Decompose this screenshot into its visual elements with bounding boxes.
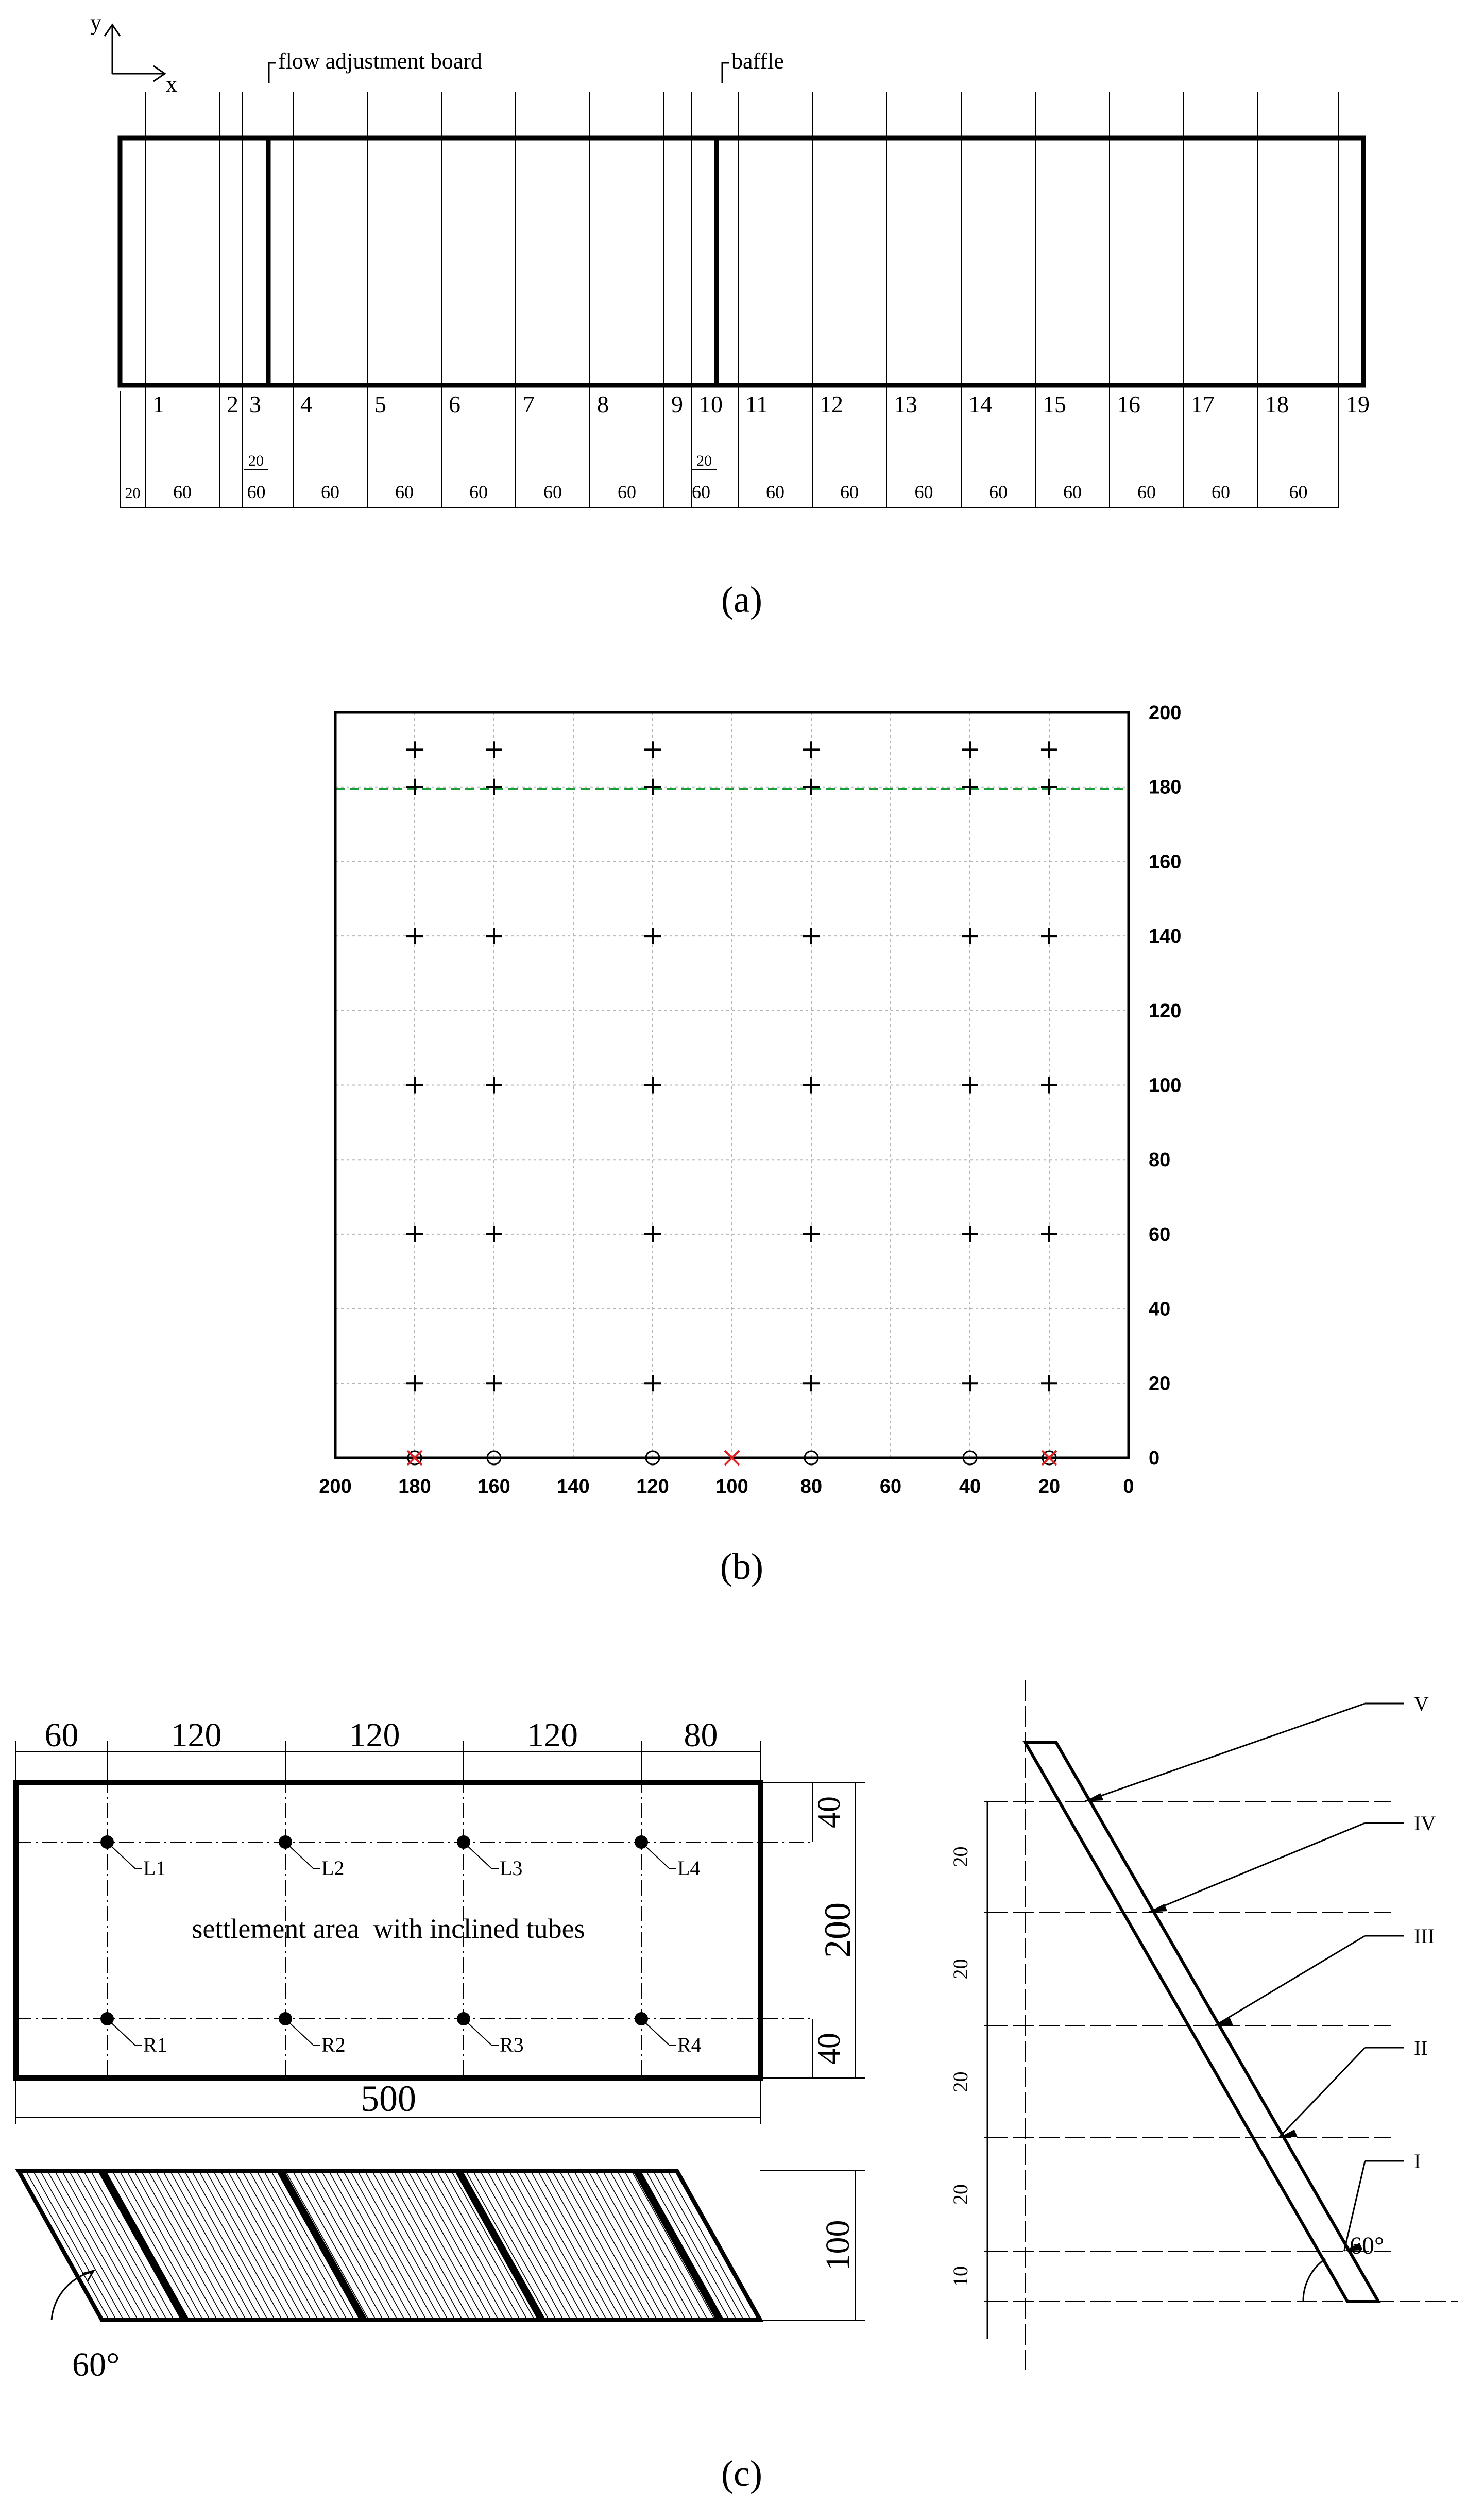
y-axis-label: y bbox=[90, 10, 101, 35]
plus-point bbox=[962, 779, 978, 795]
plus-point bbox=[644, 1077, 661, 1094]
dim-label: 60 bbox=[1063, 482, 1082, 502]
section-lines bbox=[120, 92, 1339, 507]
plan-view bbox=[16, 1716, 865, 2124]
plus-point bbox=[406, 928, 423, 944]
dim-top: 120 bbox=[527, 1716, 578, 1754]
y-tick-label: 180 bbox=[1149, 776, 1182, 798]
section-number-6: 6 bbox=[449, 391, 460, 417]
y-tick-label: 60 bbox=[1149, 1223, 1171, 1246]
section-number-8: 8 bbox=[597, 391, 609, 417]
panel-a-tank-plan bbox=[90, 10, 1370, 620]
plus-point bbox=[1041, 1375, 1057, 1391]
x-tick-label: 180 bbox=[398, 1476, 431, 1497]
plus-point bbox=[406, 1226, 423, 1242]
level-label: IV bbox=[1414, 1812, 1436, 1835]
sampling-points bbox=[100, 1835, 702, 2056]
tube-angle-label: 60° bbox=[1350, 2232, 1385, 2259]
y-tick-label: 200 bbox=[1149, 702, 1182, 724]
section-number-2: 2 bbox=[227, 391, 238, 417]
x-axis-label: x bbox=[166, 72, 177, 97]
y-tick-label: 160 bbox=[1149, 851, 1182, 873]
svg-text:20: 20 bbox=[696, 452, 712, 469]
point-label: L1 bbox=[143, 1856, 166, 1880]
level-dim-label: 20 bbox=[949, 1958, 972, 1980]
x-tick-labels bbox=[319, 1476, 1134, 1497]
section-number-16: 16 bbox=[1117, 391, 1140, 417]
inclined-tube bbox=[1025, 1742, 1378, 2302]
level-dim-label: 20 bbox=[949, 2184, 972, 2205]
bottom-dimensions bbox=[125, 482, 1308, 502]
level-dim-label: 20 bbox=[949, 2071, 972, 2092]
dim-right-top: 40 bbox=[812, 1796, 847, 1828]
plus-point bbox=[486, 1375, 502, 1391]
section-number-17: 17 bbox=[1191, 391, 1215, 417]
plus-point bbox=[486, 1226, 502, 1242]
section-number-13: 13 bbox=[894, 391, 917, 417]
plus-point bbox=[1041, 779, 1057, 795]
dim-label: 60 bbox=[247, 482, 266, 502]
plus-point bbox=[1041, 741, 1057, 758]
level-dim-label: 20 bbox=[949, 1846, 972, 1867]
point-label: R3 bbox=[500, 2033, 524, 2056]
plus-point bbox=[962, 1077, 978, 1094]
plus-point bbox=[406, 1077, 423, 1094]
dim-top: 80 bbox=[684, 1716, 718, 1754]
y-tick-labels bbox=[1149, 702, 1181, 1469]
svg-text:flow adjustment board: flow adjustment board bbox=[278, 48, 482, 74]
section-number-10: 10 bbox=[699, 391, 723, 417]
plus-point bbox=[406, 741, 423, 758]
dim-top: 60 bbox=[44, 1716, 79, 1754]
dim-side: 100 bbox=[819, 2220, 857, 2271]
section-number-18: 18 bbox=[1265, 391, 1289, 417]
level-label: II bbox=[1414, 2036, 1428, 2059]
section-number-14: 14 bbox=[968, 391, 992, 417]
dim-right-bottom: 40 bbox=[812, 2033, 847, 2065]
dim-label: 60 bbox=[766, 482, 784, 502]
point-label: R1 bbox=[143, 2033, 167, 2056]
panel-b-measurement-grid bbox=[319, 702, 1181, 1587]
level-lines bbox=[987, 1692, 1436, 2251]
y-tick-label: 140 bbox=[1149, 926, 1182, 948]
caption-a: (a) bbox=[721, 579, 762, 620]
level-dimensions bbox=[949, 1801, 992, 2339]
small-dim-baffle bbox=[692, 452, 717, 470]
dim-top: 120 bbox=[170, 1716, 222, 1754]
level-label: V bbox=[1414, 1692, 1429, 1715]
svg-text:20: 20 bbox=[248, 452, 264, 469]
x-tick-label: 200 bbox=[319, 1476, 352, 1497]
dim-top: 120 bbox=[349, 1716, 400, 1754]
section-number-7: 7 bbox=[523, 391, 535, 417]
svg-text:baffle: baffle bbox=[731, 48, 784, 74]
section-number-9: 9 bbox=[671, 391, 683, 417]
y-tick-label: 80 bbox=[1149, 1149, 1171, 1171]
section-number-3: 3 bbox=[249, 391, 261, 417]
plus-point bbox=[1041, 1077, 1057, 1094]
plus-point bbox=[486, 928, 502, 944]
dim-label: 60 bbox=[989, 482, 1008, 502]
caption-b: (b) bbox=[720, 1546, 763, 1587]
plus-point bbox=[486, 741, 502, 758]
angle-label: 60° bbox=[72, 2346, 120, 2383]
settlement-label: settlement area with inclined tubes bbox=[192, 1913, 585, 1944]
y-tick-label: 20 bbox=[1149, 1373, 1171, 1395]
plus-point bbox=[962, 741, 978, 758]
plus-point bbox=[644, 1226, 661, 1242]
plus-point bbox=[486, 779, 502, 795]
baffle-label bbox=[722, 48, 784, 83]
panel-c-settlement-area bbox=[0, 1680, 1458, 2494]
dim-label: 60 bbox=[840, 482, 859, 502]
section-number-11: 11 bbox=[745, 391, 769, 417]
plus-point bbox=[803, 1375, 820, 1391]
level-label: I bbox=[1414, 2150, 1421, 2173]
plus-point bbox=[962, 928, 978, 944]
plus-point bbox=[803, 741, 820, 758]
small-dim-board bbox=[244, 452, 268, 470]
dim-label: 20 bbox=[125, 485, 141, 502]
dim-label: 60 bbox=[173, 482, 192, 502]
section-number-4: 4 bbox=[300, 391, 312, 417]
x-tick-label: 0 bbox=[1123, 1476, 1134, 1497]
plus-point bbox=[406, 779, 423, 795]
level-markers bbox=[987, 1692, 1436, 2251]
top-dimensions bbox=[16, 1716, 760, 1782]
plus-point bbox=[803, 1226, 820, 1242]
point-label: R2 bbox=[321, 2033, 346, 2056]
x-tick-label: 60 bbox=[879, 1476, 902, 1497]
axis-indicator bbox=[90, 10, 177, 97]
y-tick-label: 40 bbox=[1149, 1298, 1171, 1320]
section-number-1: 1 bbox=[152, 391, 164, 417]
plus-point bbox=[1041, 1226, 1057, 1242]
dim-label: 60 bbox=[321, 482, 339, 502]
tube-side-view bbox=[0, 2171, 865, 2383]
plus-point bbox=[803, 1077, 820, 1094]
level-label: III bbox=[1414, 1924, 1435, 1948]
dim-label: 60 bbox=[1137, 482, 1156, 502]
dim-label: 60 bbox=[1212, 482, 1230, 502]
dim-label: 60 bbox=[1289, 482, 1308, 502]
x-tick-label: 140 bbox=[557, 1476, 590, 1497]
point-label: L2 bbox=[321, 1856, 345, 1880]
tube-elevation bbox=[949, 1680, 1458, 2370]
dim-bottom: 500 bbox=[361, 2078, 416, 2119]
flow-board-label bbox=[269, 48, 482, 83]
section-numbers bbox=[152, 391, 1370, 417]
point-label: R4 bbox=[677, 2033, 702, 2056]
dim-label: 60 bbox=[395, 482, 414, 502]
grid-lines bbox=[335, 712, 1129, 1458]
plus-point bbox=[644, 1375, 661, 1391]
y-tick-label: 100 bbox=[1149, 1075, 1182, 1097]
x-tick-label: 80 bbox=[800, 1476, 823, 1497]
point-label: L4 bbox=[677, 1856, 701, 1880]
y-tick-label: 120 bbox=[1149, 1000, 1182, 1022]
dim-label: 60 bbox=[914, 482, 933, 502]
dim-label: 60 bbox=[692, 482, 710, 502]
caption-c: (c) bbox=[721, 2453, 762, 2494]
level-dim-label: 10 bbox=[949, 2266, 972, 2287]
tube-dividers bbox=[102, 2171, 720, 2320]
plus-point bbox=[1041, 928, 1057, 944]
dim-label: 60 bbox=[618, 482, 636, 502]
plus-point bbox=[803, 928, 820, 944]
plus-point bbox=[962, 1226, 978, 1242]
x-tick-label: 160 bbox=[477, 1476, 510, 1497]
dim-right-mid: 200 bbox=[817, 1902, 858, 1958]
plus-point bbox=[803, 779, 820, 795]
plus-point bbox=[962, 1375, 978, 1391]
tank-outline bbox=[120, 138, 1363, 385]
plus-point bbox=[406, 1375, 423, 1391]
point-label: L3 bbox=[500, 1856, 523, 1880]
plus-point bbox=[644, 928, 661, 944]
section-number-5: 5 bbox=[374, 391, 386, 417]
x-tick-label: 100 bbox=[715, 1476, 748, 1497]
x-tick-label: 20 bbox=[1038, 1476, 1061, 1497]
dim-label: 60 bbox=[543, 482, 562, 502]
plus-point bbox=[644, 741, 661, 758]
section-number-19: 19 bbox=[1346, 391, 1370, 417]
x-tick-label: 40 bbox=[959, 1476, 981, 1497]
x-tick-label: 120 bbox=[636, 1476, 669, 1497]
plus-point bbox=[644, 779, 661, 795]
section-number-15: 15 bbox=[1043, 391, 1066, 417]
plus-point bbox=[486, 1077, 502, 1094]
y-tick-label: 0 bbox=[1149, 1447, 1160, 1469]
section-number-12: 12 bbox=[820, 391, 843, 417]
dim-label: 60 bbox=[469, 482, 488, 502]
